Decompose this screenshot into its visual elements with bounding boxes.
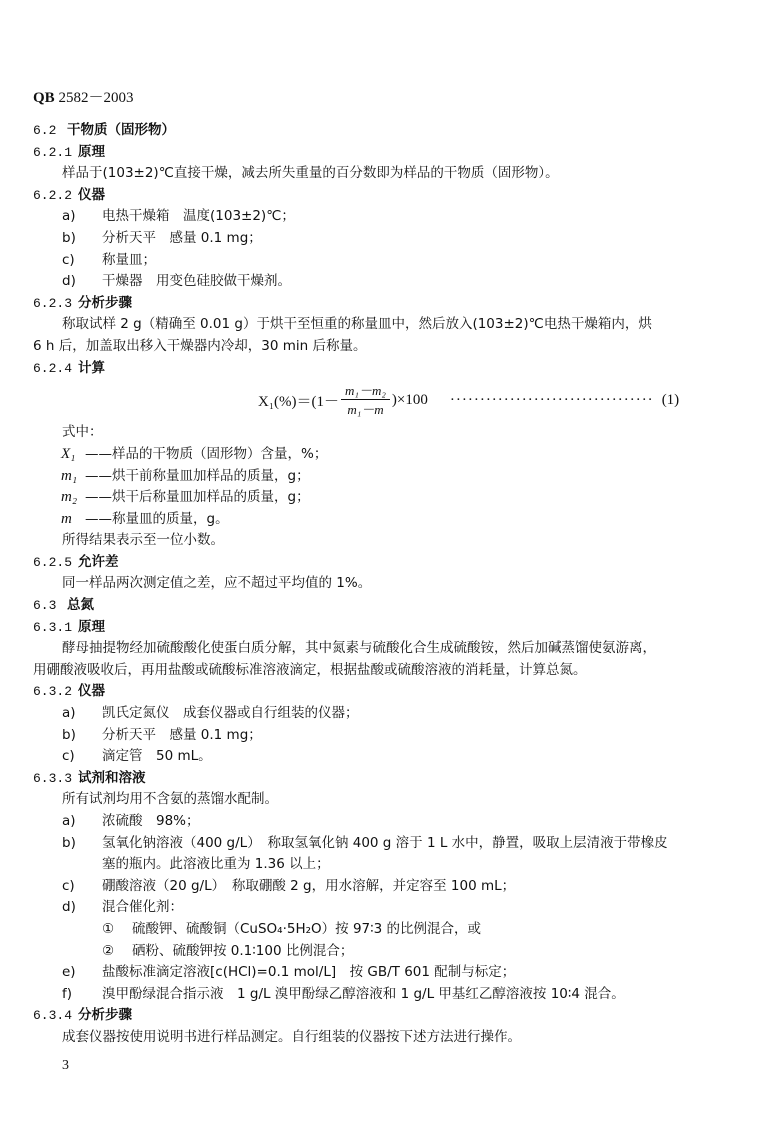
- list-item: [33, 833, 743, 855]
- list-item: [33, 897, 743, 919]
- list-item-text: 电热干燥箱 温度(103±2)℃；: [102, 208, 295, 225]
- section-number: 6.3.2: [33, 684, 73, 700]
- section-heading: [33, 120, 743, 142]
- section-title: 试剂和溶液: [78, 769, 146, 786]
- list-item-label: b): [62, 726, 76, 743]
- list-item-text: 分析天平 感量 0.1 mg；: [102, 229, 262, 246]
- list-item-text: 浓硫酸 98%；: [102, 813, 200, 829]
- list-item: [33, 228, 743, 250]
- section-title: 原理: [78, 143, 105, 160]
- list-item-label: c): [62, 748, 75, 765]
- fraction-denominator: m₁－m: [347, 402, 384, 418]
- list-item: [33, 725, 743, 747]
- equation-rhs: )×100: [391, 392, 428, 409]
- variable-definition: [33, 444, 743, 466]
- variable-definition: [33, 466, 743, 488]
- section-title: 仪器: [78, 186, 105, 203]
- list-item: [33, 271, 743, 293]
- sub-list-item: [33, 919, 743, 941]
- sub-list-item-label: ②: [102, 942, 115, 959]
- variable-symbol: m₁: [61, 467, 78, 484]
- section-number: 6.2.2: [33, 187, 73, 203]
- list-item-continuation: 塞的瓶内。此溶液比重为 1.36 以上；: [102, 856, 330, 873]
- list-item: [33, 206, 743, 228]
- section-heading: [33, 617, 743, 639]
- standard-number: 2582－2003: [54, 90, 134, 106]
- section-heading: [33, 185, 743, 207]
- list-item-label: b): [62, 834, 76, 851]
- section-title: 总氮: [67, 597, 94, 614]
- variable-symbol: m: [61, 510, 72, 527]
- list-item-text: 凯氏定氮仪 成套仪器或自行组装的仪器；: [102, 705, 359, 722]
- list-item-label: c): [62, 877, 75, 894]
- list-item-label: d): [62, 273, 76, 290]
- section-title: 原理: [78, 618, 105, 635]
- document-body: [33, 120, 743, 1049]
- paragraph-line: 式中：: [62, 424, 103, 441]
- section-title: 计算: [78, 359, 105, 376]
- section-heading: [33, 595, 743, 617]
- equation-number: (1): [661, 392, 680, 409]
- section-heading: [33, 293, 743, 315]
- list-item: [33, 876, 743, 898]
- list-item-label: e): [62, 964, 76, 981]
- list-item-text: 分析天平 感量 0.1 mg；: [102, 726, 262, 743]
- sub-list-item-text: 硒粉、硫酸钾按 0.1∶100 比例混合；: [132, 942, 354, 959]
- fraction-numerator: m₁－m₂: [341, 382, 390, 400]
- section-number: 6.2.5: [33, 554, 73, 570]
- list-item-label: a): [62, 705, 76, 722]
- section-number: 6.3.1: [33, 619, 73, 635]
- list-item-label: a): [62, 208, 76, 225]
- sub-list-item: [33, 941, 743, 963]
- list-item-label: f): [62, 985, 73, 1002]
- variable-description: ——样品的干物质（固形物）含量，%；: [85, 445, 328, 462]
- section-heading: [33, 142, 743, 164]
- section-title: 允许差: [78, 553, 119, 570]
- section-number: 6.3.4: [33, 1008, 73, 1024]
- variable-description: ——烘干后称量皿加样品的质量，g；: [85, 489, 310, 506]
- section-number: 6.3.3: [33, 770, 73, 786]
- equation-lhs: X₁(%)＝(1－: [258, 394, 340, 411]
- sub-list-item-text: 硫酸钾、硫酸铜（CuSO₄·5H₂O）按 97∶3 的比例混合，或: [132, 920, 482, 937]
- section-title: 仪器: [78, 683, 105, 700]
- list-item-text: 硼酸溶液（20 g/L） 称取硼酸 2 g，用水溶解，并定容至 100 mL；: [102, 877, 516, 894]
- paragraph-line: 样品于(103±2)℃直接干燥，减去所失重量的百分数即为样品的干物质（固形物）。: [62, 165, 559, 182]
- list-item-text: 盐酸标准滴定溶液[c(HCl)=0.1 mol/L] 按 GB/T 601 配制与标定；: [102, 964, 516, 981]
- equation-leader-dots: ··································: [449, 392, 654, 409]
- section-heading: [33, 552, 743, 574]
- variable-symbol: m₂: [61, 489, 78, 506]
- paragraph-line: 成套仪器按使用说明书进行样品测定。自行组装的仪器按下述方法进行操作。: [62, 1028, 521, 1045]
- paragraph-line: 6 h 后，加盖取出移入干燥器内冷却，30 min 后称量。: [33, 337, 367, 354]
- variable-definition: [33, 509, 743, 531]
- section-heading: [33, 681, 743, 703]
- list-item-text: 溴甲酚绿混合指示液 1 g/L 溴甲酚绿乙醇溶液和 1 g/L 甲基红乙醇溶液按 10∶4 混合。: [102, 985, 625, 1002]
- section-heading: [33, 358, 743, 380]
- variable-description: ——称量皿的质量，g。: [85, 510, 229, 527]
- list-item-text: 氢氧化钠溶液（400 g/L） 称取氢氧化钠 400 g 溶于 1 L 水中，静置，吸取上层清液于带橡皮: [102, 834, 668, 851]
- section-heading: [33, 768, 743, 790]
- document-code-header: [33, 86, 133, 107]
- list-item: [33, 811, 743, 833]
- sub-list-item-label: ①: [102, 920, 115, 937]
- list-item-label: a): [62, 813, 76, 829]
- list-item: [33, 746, 743, 768]
- list-item-text: 称量皿；: [102, 251, 156, 268]
- section-title: 分析步骤: [78, 1007, 132, 1024]
- paragraph-line: 称取试样 2 g（精确至 0.01 g）于烘干至恒重的称量皿中，然后放入(103±2)℃电热干燥箱内，烘: [62, 316, 652, 333]
- variable-definition: [33, 487, 743, 509]
- section-title: 分析步骤: [78, 294, 132, 311]
- variable-symbol: X₁: [61, 445, 76, 462]
- paragraph-line: 所得结果表示至一位小数。: [62, 532, 224, 549]
- paragraph-line: 同一样品两次测定值之差，应不超过平均值的 1%。: [62, 575, 372, 592]
- list-item: [33, 962, 743, 984]
- list-item-text: 混合催化剂：: [102, 899, 183, 916]
- list-item: [33, 703, 743, 725]
- section-heading: [33, 1005, 743, 1027]
- variable-description: ——烘干前称量皿加样品的质量，g；: [85, 467, 310, 484]
- standard-prefix: QB: [33, 90, 55, 106]
- section-number: 6.2.3: [33, 295, 73, 311]
- section-number: 6.2: [33, 123, 57, 138]
- paragraph-line: 用硼酸液吸收后，再用盐酸或硫酸标准溶液滴定，根据盐酸或硫酸溶液的消耗量，计算总氮。: [33, 661, 587, 678]
- equation-fraction: [341, 382, 390, 419]
- section-title: 干物质（固形物）: [67, 122, 175, 138]
- list-item-label: d): [62, 899, 76, 916]
- list-item: [33, 250, 743, 272]
- equation-1: [33, 379, 743, 422]
- section-number: 6.2.4: [33, 360, 73, 376]
- list-item: [33, 984, 743, 1006]
- section-number: 6.3: [33, 598, 57, 614]
- list-item-text: 干燥器 用变色硅胶做干燥剂。: [102, 273, 291, 290]
- list-item-label: b): [62, 229, 76, 246]
- paragraph-line: 所有试剂均用不含氨的蒸馏水配制。: [62, 791, 278, 808]
- paragraph-line: 酵母抽提物经加硫酸酸化使蛋白质分解，其中氮素与硫酸化合生成硫酸铵，然后加碱蒸馏使氨游离，: [62, 640, 656, 657]
- section-number: 6.2.1: [33, 144, 73, 160]
- list-item-text: 滴定管 50 mL。: [102, 748, 212, 765]
- list-item-label: c): [62, 251, 75, 268]
- page-number: 3: [62, 1058, 69, 1073]
